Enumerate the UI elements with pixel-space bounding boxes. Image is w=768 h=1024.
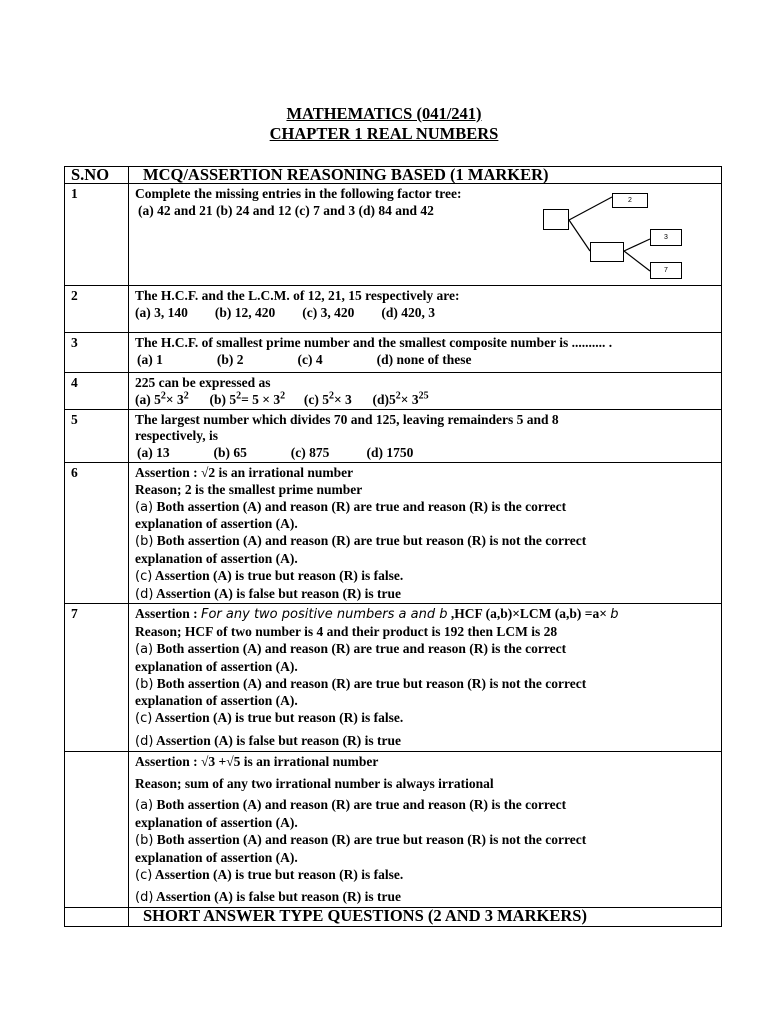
question-number: 4 bbox=[65, 373, 129, 410]
question-4 bbox=[129, 373, 722, 410]
question-row-7 bbox=[65, 604, 722, 751]
question-text: The H.C.F. of smallest prime number and the smallest composite number is .......... . bbox=[135, 335, 613, 350]
question-number: 5 bbox=[65, 409, 129, 462]
question-6 bbox=[129, 462, 722, 603]
assertion-text: Assertion : √3 +√5 is an irrational number bbox=[135, 753, 379, 769]
question-options: (a) 13 (b) 65 (c) 875 (d) 1750 bbox=[137, 445, 414, 461]
option-a-cont: explanation of assertion (A). bbox=[135, 658, 298, 674]
option-b: (b) Both assertion (A) and reason (R) are true but reason (R) is not the correct bbox=[135, 831, 587, 848]
option-a: (a) Both assertion (A) and reason (R) are true and reason (R) is the correct bbox=[135, 498, 567, 515]
question-text: The H.C.F. and the L.C.M. of 12, 21, 15 respectively are: bbox=[135, 288, 460, 303]
section-footer-row bbox=[65, 908, 722, 927]
short-answer-header: SHORT ANSWER TYPE QUESTIONS (2 AND 3 MARKERS) bbox=[129, 908, 722, 927]
tree-node-7: 7 bbox=[650, 262, 682, 279]
tree-node-3: 3 bbox=[650, 229, 682, 246]
option-b: (b) $5^2= 5 \times 3^2$ bbox=[209, 390, 286, 407]
assertion-text: Assertion : √2 is an irrational number bbox=[135, 464, 354, 480]
option-b: (b) Both assertion (A) and reason (R) are true but reason (R) is not the correct bbox=[135, 675, 587, 692]
tree-node-2: 2 bbox=[612, 193, 648, 208]
factor-tree bbox=[540, 187, 690, 282]
assertion-text: Assertion : For any two positive numbers a and b ,HCF (a,b)×LCM (a,b) =a× b bbox=[135, 606, 619, 623]
table-header-row bbox=[65, 167, 722, 184]
tree-node-missing-root bbox=[543, 209, 569, 230]
option-b-cont: explanation of assertion (A). bbox=[135, 550, 298, 566]
question-number: 3 bbox=[65, 333, 129, 373]
option-a: (a) $5^2\times 3^2$ bbox=[135, 390, 189, 407]
question-row-8 bbox=[65, 751, 722, 907]
option-a-cont: explanation of assertion (A). bbox=[135, 516, 298, 532]
question-number: 7 bbox=[65, 604, 129, 751]
option-b: (b) Both assertion (A) and reason (R) are true but reason (R) is not the correct bbox=[135, 533, 587, 550]
question-7 bbox=[129, 604, 722, 751]
question-3 bbox=[129, 333, 722, 373]
tree-node-missing-child bbox=[590, 242, 624, 262]
option-b-cont: explanation of assertion (A). bbox=[135, 849, 298, 865]
question-number: 2 bbox=[65, 286, 129, 333]
question-options: (a) 1 (b) 2 (c) 4 (d) none of these bbox=[137, 351, 472, 367]
question-row-5 bbox=[65, 409, 722, 462]
page-header bbox=[0, 104, 768, 144]
question-text: 225 can be expressed as bbox=[135, 375, 271, 390]
question-options: (a) 3, 140 (b) 12, 420 (c) 3, 420 (d) 420, 3 bbox=[135, 304, 435, 320]
question-options bbox=[135, 392, 715, 409]
option-b-cont: explanation of assertion (A). bbox=[135, 693, 298, 709]
question-row-3 bbox=[65, 333, 722, 373]
question-2 bbox=[129, 286, 722, 333]
question-row-6 bbox=[65, 462, 722, 603]
question-number: 1 bbox=[65, 184, 129, 286]
question-number: 6 bbox=[65, 462, 129, 603]
question-text-cont: respectively, is bbox=[135, 428, 218, 444]
option-c: (c) Assertion (A) is true but reason (R) is false. bbox=[135, 567, 404, 584]
question-text: The largest number which divides 70 and 125, leaving remainders 5 and 8 bbox=[135, 411, 559, 427]
option-d: (d) Assertion (A) is false but reason (R) is true bbox=[135, 585, 402, 602]
question-row-2 bbox=[65, 286, 722, 333]
reason-text: Reason; 2 is the smallest prime number bbox=[135, 481, 363, 497]
subject-title: MATHEMATICS (041/241) bbox=[286, 104, 482, 123]
option-d: (d) Assertion (A) is false but reason (R) is true bbox=[135, 889, 402, 906]
option-c: (c) Assertion (A) is true but reason (R) is false. bbox=[135, 710, 404, 727]
option-c: (c) Assertion (A) is true but reason (R) is false. bbox=[135, 866, 404, 883]
sno-header: S.NO bbox=[65, 167, 129, 184]
question-8 bbox=[129, 751, 722, 907]
option-d: $(d)5^2\times 3^{25}$ bbox=[372, 390, 429, 407]
option-c: (c) $5^2\times 3$ bbox=[303, 390, 352, 407]
question-options: (a) 42 and 21 (b) 24 and 12 (c) 7 and 3 (d) 84 and 42 bbox=[138, 202, 434, 218]
section-header: MCQ/ASSERTION REASONING BASED (1 MARKER) bbox=[129, 167, 722, 184]
option-a: (a) Both assertion (A) and reason (R) are true and reason (R) is the correct bbox=[135, 797, 567, 814]
question-text: Complete the missing entries in the following factor tree: bbox=[135, 186, 462, 201]
option-a: (a) Both assertion (A) and reason (R) are true and reason (R) is the correct bbox=[135, 640, 567, 657]
question-5 bbox=[129, 409, 722, 462]
reason-text: Reason; sum of any two irrational number is always irrational bbox=[135, 775, 494, 791]
chapter-title: CHAPTER 1 REAL NUMBERS bbox=[269, 124, 499, 143]
question-row-4 bbox=[65, 373, 722, 410]
option-d: (d) Assertion (A) is false but reason (R) is true bbox=[135, 732, 402, 749]
reason-text: Reason; HCF of two number is 4 and their product is 192 then LCM is 28 bbox=[135, 624, 558, 640]
option-a-cont: explanation of assertion (A). bbox=[135, 815, 298, 831]
